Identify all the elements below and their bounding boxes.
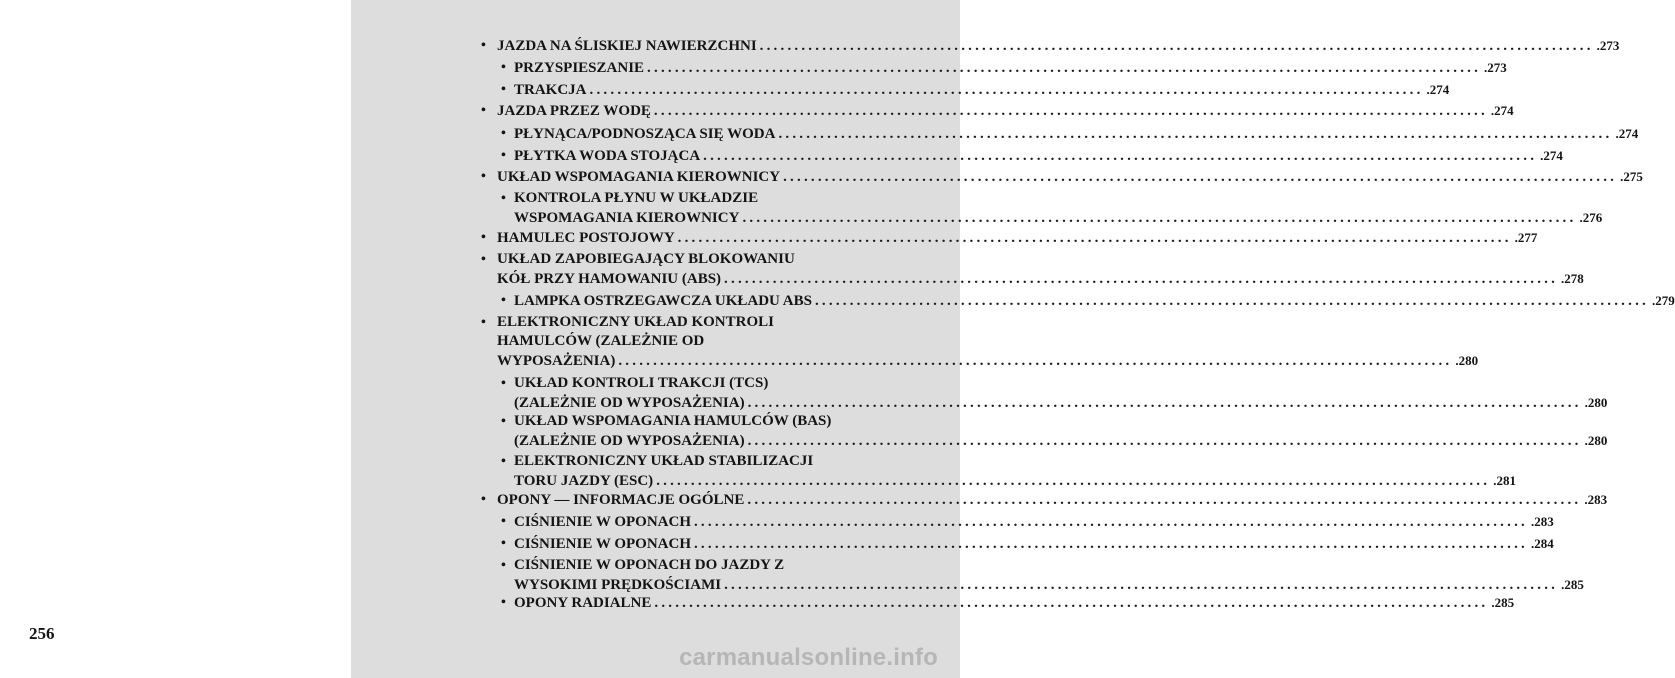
toc-page-number: .284 — [1530, 536, 1554, 551]
dot-leader: ........................................................................................................................ — [747, 492, 1582, 508]
toc-entry-title: UKŁAD ZAPOBIEGAJĄCY BLOKOWANIU — [497, 251, 795, 267]
dot-leader: ........................................................................................................................ — [656, 473, 1491, 489]
bullet-icon: • — [501, 148, 506, 163]
toc-entry-title: ELEKTRONICZNY UKŁAD STABILIZACJI — [514, 453, 814, 469]
toc-entry-line — [497, 101, 1514, 121]
toc-page-number: .283 — [1530, 514, 1554, 529]
toc-entry-line — [514, 512, 1554, 532]
toc-entry-line — [514, 593, 1515, 613]
toc-entry-title: WYSOKIMI PRĘDKOŚCIAMI — [514, 577, 722, 593]
dot-leader: ........................................................................................................................ — [747, 433, 1582, 449]
toc-entry-title: TORU JAZDY (ESC) — [514, 473, 654, 489]
toc-entry-line — [514, 146, 1563, 166]
bullet-icon: • — [481, 492, 486, 507]
toc-entry-line — [497, 36, 1620, 56]
toc-page-number: .275 — [1620, 169, 1643, 184]
left-page — [0, 0, 351, 678]
toc-entry-title: PŁYTKA WODA STOJĄCA — [514, 148, 701, 164]
toc-entry-title: CIŚNIENIE W OPONACH — [514, 514, 691, 530]
dot-leader: ........................................................................................................................ — [724, 271, 1559, 287]
toc-entry-line — [497, 351, 1479, 371]
dot-leader: ........................................................................................................................ — [814, 293, 1649, 309]
toc-entry-title: OPONY RADIALNE — [514, 595, 652, 611]
page-number: 256 — [29, 624, 55, 643]
toc-entry-title: UKŁAD KONTROLI TRAKCJI (TCS) — [514, 375, 769, 391]
toc-entry-line — [497, 167, 1643, 187]
dot-leader: ........................................................................................................................ — [724, 577, 1559, 593]
bullet-icon: • — [501, 414, 506, 429]
dot-leader: ........................................................................................................................ — [742, 210, 1577, 226]
toc-entry-title: TRAKCJA — [514, 82, 587, 98]
toc-page-number: .276 — [1579, 210, 1603, 225]
bullet-icon: • — [501, 376, 506, 391]
toc-page-number: .274 — [1540, 148, 1563, 163]
right-page — [351, 0, 1675, 678]
toc-entry-title: WYPOSAŻENIA) — [497, 353, 616, 369]
toc-entry-title: (ZALEŻNIE OD WYPOSAŻENIA) — [514, 395, 745, 411]
toc-entry-title: KONTROLA PŁYNU W UKŁADZIE — [514, 190, 759, 206]
toc-entry-title: HAMULCÓW (ZALEŻNIE OD — [497, 333, 705, 349]
toc-entry-line — [514, 393, 1608, 413]
toc-entry-title: OPONY — INFORMACJE OGÓLNE — [497, 492, 745, 508]
dot-leader: ........................................................................................................................ — [783, 169, 1618, 185]
dot-leader: ........................................................................................................................ — [647, 60, 1482, 76]
bullet-icon: • — [501, 82, 506, 97]
dot-leader: ........................................................................................................................ — [693, 536, 1528, 552]
toc-page-number: .283 — [1584, 492, 1608, 507]
toc-page-number: .274 — [1426, 82, 1450, 97]
toc-entry-line — [514, 58, 1507, 78]
toc-entry-line — [514, 208, 1603, 228]
toc-entry-title: CIŚNIENIE W OPONACH DO JAZDY Z — [514, 557, 785, 573]
bullet-icon: • — [501, 558, 506, 573]
bullet-icon: • — [501, 126, 506, 141]
toc-page-number: .285 — [1561, 577, 1584, 592]
toc-entry-title: UKŁAD WSPOMAGANIA HAMULCÓW (BAS) — [514, 413, 832, 429]
toc-page-number: .274 — [1490, 103, 1514, 118]
toc-entry-title: LAMPKA OSTRZEGAWCZA UKŁADU ABS — [514, 293, 812, 309]
dot-leader: ........................................................................................................................ — [654, 595, 1489, 611]
toc-entry-line — [514, 471, 1516, 491]
toc-entry-title: HAMULEC POSTOJOWY — [497, 230, 675, 246]
toc-entry-line — [514, 534, 1554, 554]
toc-page-number: .273 — [1596, 38, 1620, 53]
toc-entry-title: PŁYNĄCA/PODNOSZĄCA SIĘ WODA — [514, 126, 776, 142]
toc-page-number: .280 — [1584, 433, 1608, 448]
toc-entry-title: ELEKTRONICZNY UKŁAD KONTROLI — [497, 314, 774, 330]
dot-leader: ........................................................................................................................ — [589, 82, 1424, 98]
toc-entry-title: UKŁAD WSPOMAGANIA KIEROWNICY — [497, 169, 781, 185]
toc-page-number: .285 — [1491, 595, 1515, 610]
toc-page-number: .273 — [1484, 60, 1507, 75]
toc-entry-title: PRZYSPIESZANIE — [514, 60, 645, 76]
dot-leader: ........................................................................................................................ — [759, 38, 1594, 54]
toc-page-number: .280 — [1584, 395, 1608, 410]
bullet-icon: • — [481, 230, 486, 245]
dot-leader: ........................................................................................................................ — [778, 126, 1613, 142]
bullet-icon: • — [481, 38, 486, 53]
dot-leader: ........................................................................................................................ — [618, 353, 1453, 369]
toc-page-number: .274 — [1615, 126, 1639, 141]
toc-entry-title: CIŚNIENIE W OPONACH — [514, 536, 691, 552]
bullet-icon: • — [501, 514, 506, 529]
bullet-icon: • — [481, 252, 486, 267]
dot-leader: ........................................................................................................................ — [703, 148, 1538, 164]
toc-entry-line — [514, 124, 1639, 144]
bullet-icon: • — [501, 536, 506, 551]
toc-entry-title: JAZDA NA ŚLISKIEJ NAWIERZCHNI — [497, 38, 757, 54]
toc-entry-line — [514, 431, 1608, 451]
toc-entry-line — [514, 80, 1450, 100]
toc-entry-line — [514, 575, 1584, 595]
toc-entry-title: WSPOMAGANIA KIEROWNICY — [514, 210, 740, 226]
bullet-icon: • — [501, 60, 506, 75]
bullet-icon: • — [481, 103, 486, 118]
toc-entry-line — [497, 228, 1538, 248]
bullet-icon: • — [481, 169, 486, 184]
dot-leader: ........................................................................................................................ — [677, 230, 1512, 246]
toc-page-number: .280 — [1455, 353, 1479, 368]
bullet-icon: • — [501, 454, 506, 469]
toc-page-number: .281 — [1493, 473, 1516, 488]
bullet-icon: • — [481, 315, 486, 330]
toc-entry-title: KÓŁ PRZY HAMOWANIU (ABS) — [497, 271, 722, 287]
watermark: carmanualsonline.info — [679, 644, 938, 671]
toc-entry-line — [497, 490, 1608, 510]
bullet-icon: • — [501, 595, 506, 610]
toc-page-number: .279 — [1651, 293, 1675, 308]
dot-leader: ........................................................................................................................ — [653, 103, 1488, 119]
bullet-icon: • — [501, 191, 506, 206]
toc-page-number: .277 — [1514, 230, 1538, 245]
toc-entry-title: (ZALEŻNIE OD WYPOSAŻENIA) — [514, 433, 745, 449]
bullet-icon: • — [501, 293, 506, 308]
toc-page-number: .278 — [1561, 271, 1584, 286]
dot-leader: ........................................................................................................................ — [693, 514, 1528, 530]
toc-entry-line — [514, 291, 1675, 311]
dot-leader: ........................................................................................................................ — [747, 395, 1582, 411]
toc-entry-title: JAZDA PRZEZ WODĘ — [497, 103, 651, 119]
toc-entry-line — [497, 269, 1584, 289]
